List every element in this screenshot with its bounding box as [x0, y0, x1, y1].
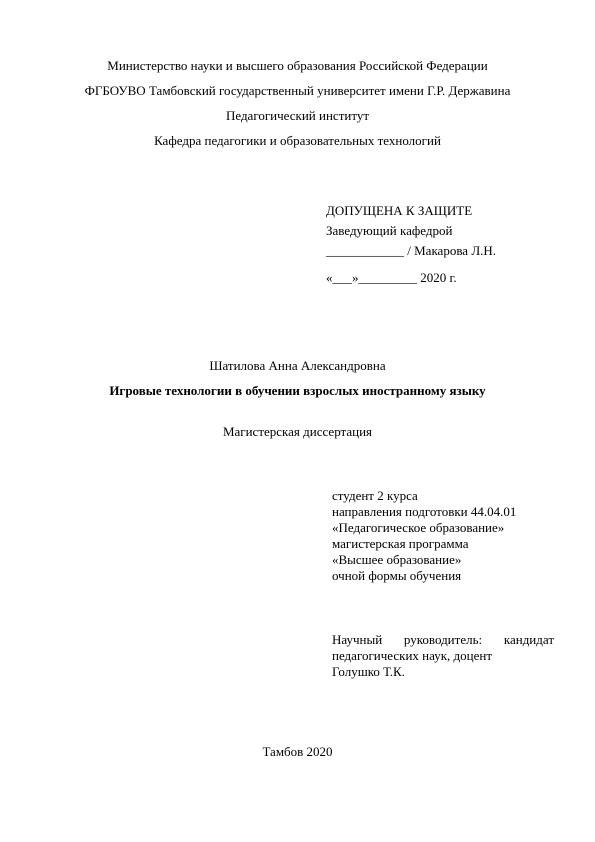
- student-info-line: магистерская программа: [332, 536, 469, 551]
- city-year: Тамбов 2020: [262, 744, 333, 759]
- approval-position: Заведующий кафедрой: [326, 223, 453, 238]
- student-info-line: «Педагогическое образование»: [332, 520, 505, 535]
- approval-signature-line: ____________ / Макарова Л.Н.: [326, 243, 497, 258]
- department-name: Кафедра педагогики и образовательных технологий: [154, 133, 441, 148]
- work-type: Магистерская диссертация: [222, 424, 373, 439]
- institute-name: Педагогический институт: [225, 108, 370, 123]
- supervisor-line: Голушко Т.К.: [332, 664, 405, 679]
- approval-date-line: «___»_________ 2020 г.: [326, 270, 457, 285]
- student-info-line: студент 2 курса: [332, 488, 418, 503]
- thesis-title: Игровые технологии в обучении взрослых иностранному языку: [109, 383, 486, 398]
- student-info-line: очной формы обучения: [332, 568, 462, 583]
- supervisor-line: педагогических наук, доцент: [332, 648, 493, 663]
- supervisor-line: Научный руководитель: кандидат: [332, 632, 554, 647]
- university-name: ФГБОУВО Тамбовский государственный университет имени Г.Р. Державина: [84, 83, 511, 98]
- ministry-name: Министерство науки и высшего образования Российской Федерации: [107, 58, 488, 73]
- author-name: Шатилова Анна Александровна: [209, 358, 386, 373]
- student-info-line: направления подготовки 44.04.01: [332, 504, 517, 519]
- student-info-line: «Высшее образование»: [332, 552, 462, 567]
- approval-title: ДОПУЩЕНА К ЗАЩИТЕ: [326, 203, 473, 218]
